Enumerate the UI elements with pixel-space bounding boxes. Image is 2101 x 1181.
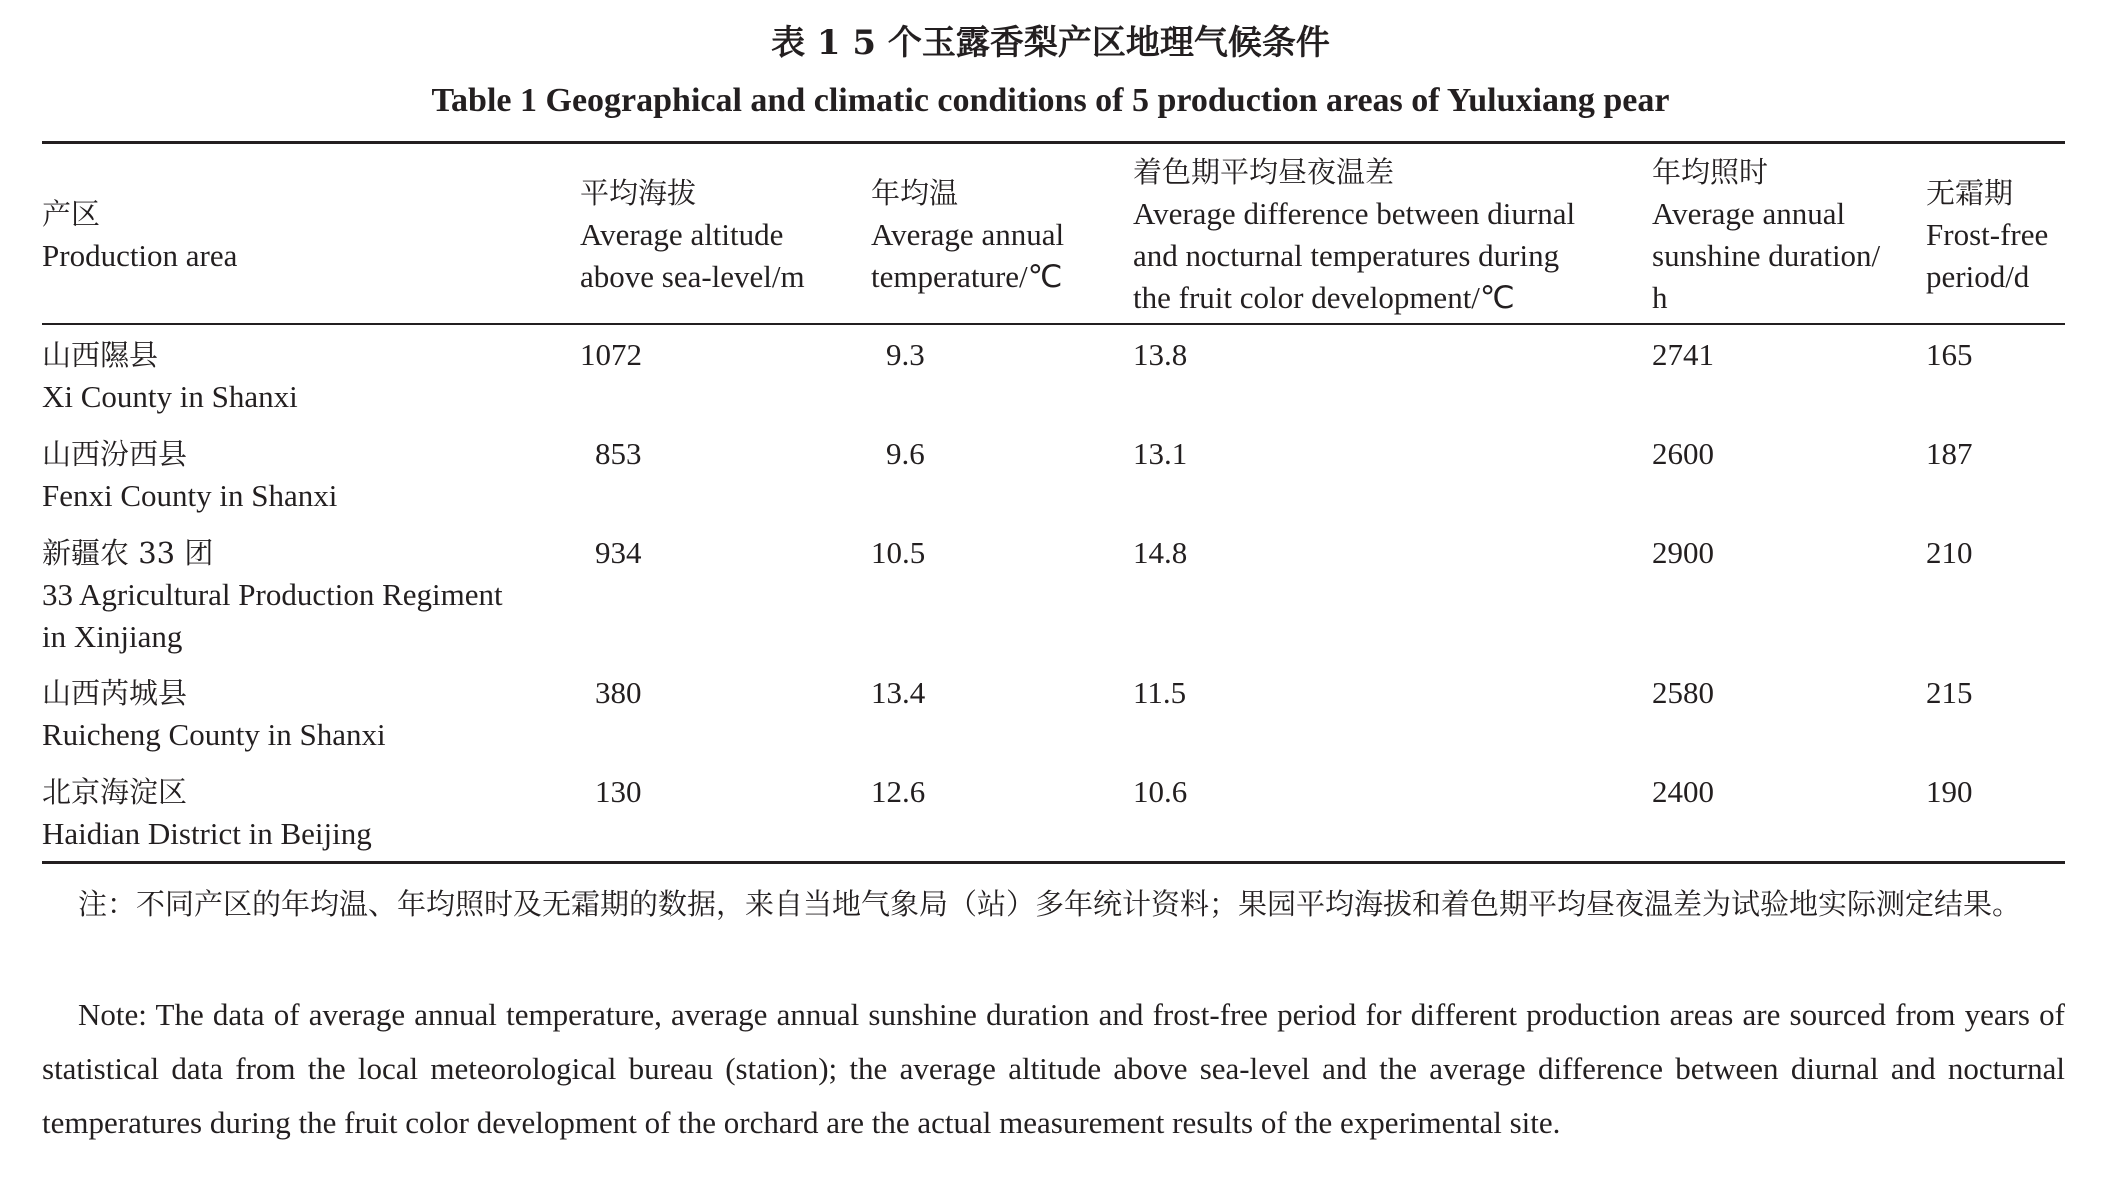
area-name-en-line1: 33 Agricultural Production Regiment xyxy=(42,577,503,612)
frost-free-value: 190 xyxy=(1926,774,1973,809)
area-name-cn: 新疆农 33 团 xyxy=(42,536,214,570)
header-frost-free-cn: 无霜期 xyxy=(1926,176,2014,210)
frost-free-value: 210 xyxy=(1926,535,1973,570)
table-note-chinese: 注：不同产区的年均温、年均照时及无霜期的数据，来自当地气象局（站）多年统计资料；果园平均海拔和着色期平均昼夜温差为试验地实际测定结果。 xyxy=(78,887,2022,921)
header-temp-diff-en-line2: and nocturnal temperatures during xyxy=(1133,238,1560,273)
temp-diff-value: 13.1 xyxy=(1133,436,1188,471)
area-name-cn: 北京海淀区 xyxy=(42,775,188,809)
header-sunshine-en-line1: Average annual xyxy=(1652,196,1846,231)
temperature-value: 9.6 xyxy=(886,436,925,471)
header-sunshine-en-line3: h xyxy=(1652,280,1668,315)
temperature-value: 10.5 xyxy=(871,535,926,570)
altitude-value: 130 xyxy=(595,774,642,809)
header-production-area xyxy=(42,193,237,277)
area-name-en-line2: in Xinjiang xyxy=(42,619,183,654)
sunshine-value: 2741 xyxy=(1652,337,1714,372)
temp-diff-value: 10.6 xyxy=(1133,774,1188,809)
table-top-rule xyxy=(42,141,2065,144)
header-production-area-en: Production area xyxy=(42,238,238,273)
header-temp-diff-cn: 着色期平均昼夜温差 xyxy=(1133,155,1395,189)
altitude-value: 380 xyxy=(595,675,642,710)
header-production-area-cn: 产区 xyxy=(42,197,101,231)
header-temp-diff-en-line3: the fruit color development/℃ xyxy=(1133,280,1515,315)
area-name-cn: 山西隰县 xyxy=(42,338,159,372)
table-header-rule xyxy=(42,323,2065,325)
temp-diff-value: 14.8 xyxy=(1133,535,1188,570)
header-sunshine xyxy=(1652,151,1880,319)
area-name-en: Ruicheng County in Shanxi xyxy=(42,717,386,752)
sunshine-value: 2400 xyxy=(1652,774,1714,809)
header-frost-free xyxy=(1926,172,2048,298)
altitude-value: 1072 xyxy=(580,337,642,372)
sunshine-value: 2580 xyxy=(1652,675,1714,710)
header-sunshine-cn: 年均照时 xyxy=(1652,155,1769,189)
sunshine-value: 2900 xyxy=(1652,535,1714,570)
header-temp-diff-en-line1: Average difference between diurnal xyxy=(1133,196,1576,231)
area-name-cn: 山西汾西县 xyxy=(42,437,188,471)
temp-diff-value: 11.5 xyxy=(1133,675,1187,710)
sunshine-value: 2600 xyxy=(1652,436,1714,471)
frost-free-value: 187 xyxy=(1926,436,1973,471)
altitude-value: 934 xyxy=(595,535,642,570)
temp-diff-value: 13.8 xyxy=(1133,337,1188,372)
header-altitude-cn: 平均海拔 xyxy=(580,176,697,210)
header-altitude xyxy=(580,172,805,298)
table-note-english: Note: The data of average annual temperature, average annual sunshine duration and frost-free period for different production areas are sourced from years of statistical data from the local meteorological bureau (station); the average altitude above sea-level and the average difference between diurnal and nocturnal temperatures during the fruit color development of the orchard are the actual measurement results of the experimental site. xyxy=(42,997,2065,1140)
table-row-area xyxy=(42,334,298,418)
header-temperature-cn: 年均温 xyxy=(871,176,959,210)
temperature-value: 12.6 xyxy=(871,774,926,809)
temperature-value: 9.3 xyxy=(886,337,925,372)
table-row-area xyxy=(42,771,372,855)
table-row-area xyxy=(42,672,386,756)
table-row-area xyxy=(42,433,337,517)
header-altitude-en-line2: above sea-level/m xyxy=(580,259,805,294)
frost-free-value: 215 xyxy=(1926,675,1973,710)
table-caption-chinese: 表 1 5 个玉露香梨产区地理气候条件 xyxy=(771,23,1330,63)
header-frost-free-en-line2: period/d xyxy=(1926,259,2030,294)
header-temperature-en-line2: temperature/℃ xyxy=(871,259,1063,294)
area-name-en: Fenxi County in Shanxi xyxy=(42,478,338,513)
table-caption-english: Table 1 Geographical and climatic conditions of 5 production areas of Yuluxiang pear xyxy=(431,82,1670,119)
area-name-cn: 山西芮城县 xyxy=(42,676,188,710)
frost-free-value: 165 xyxy=(1926,337,1973,372)
header-altitude-en-line1: Average altitude xyxy=(580,217,784,252)
temperature-value: 13.4 xyxy=(871,675,926,710)
header-frost-free-en-line1: Frost-free xyxy=(1926,217,2049,252)
header-temperature xyxy=(871,172,1064,298)
altitude-value: 853 xyxy=(595,436,642,471)
area-name-en: Xi County in Shanxi xyxy=(42,379,298,414)
area-name-en: Haidian District in Beijing xyxy=(42,816,372,851)
header-temp-diff xyxy=(1133,151,1575,319)
header-sunshine-en-line2: sunshine duration/ xyxy=(1652,238,1881,273)
table-bottom-rule xyxy=(42,861,2065,864)
table-row-area xyxy=(42,532,503,658)
header-temperature-en-line1: Average annual xyxy=(871,217,1065,252)
